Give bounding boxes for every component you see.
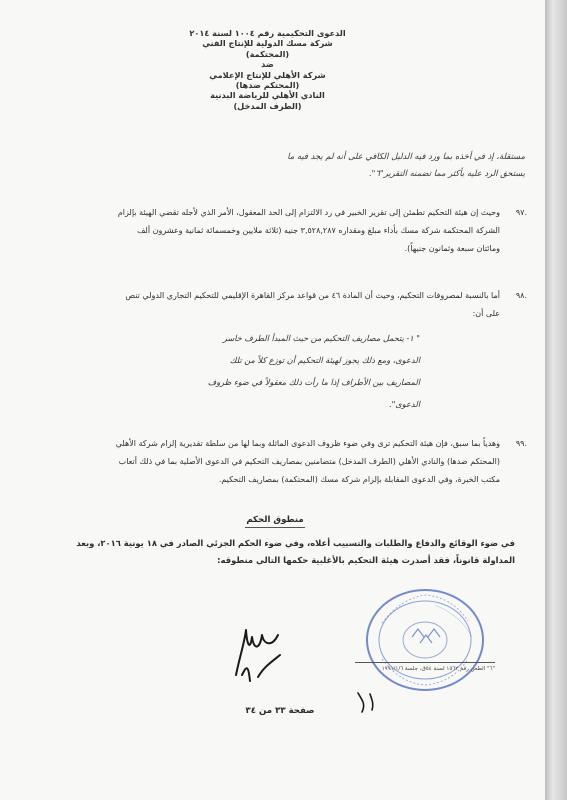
- ruling-line: في ضوء الوقائع والدفاع والطلبات والتسبيب أعلاه، وفي ضوء الحكم الجزئي الصادر في ١٨ يونية ٢٠١٦، وبعد: [76, 538, 515, 548]
- quote-line: يستحق الرد عليه بأكثر مما تضمنه التقرير"٦".: [368, 168, 525, 178]
- section-title-ruling: [235, 515, 315, 525]
- ruling-intro: [75, 535, 515, 569]
- signature-icon: [228, 615, 288, 685]
- footnote: "٦" الطعن رقم ١٥٦٢ لسنة ٥٤ق، جلسة ١٩٩١/١/٦: [381, 666, 495, 672]
- footnote-separator: [355, 662, 495, 663]
- paragraph-line: وحيث إن هيئة التحكيم تطمئن إلى تقرير الخبير في رد الالتزام إلى الحد المعقول، الأمر الذي لأجله تقضي الهيئة بإلزام: [117, 208, 500, 217]
- paragraph-line: وهدياً بما سبق، فإن هيئة التحكيم ترى وفي ضوء ظروف الدعوى الماثلة وبما لها من سلطة تقديرية إلزام شركة الأهلي: [115, 439, 500, 448]
- paragraph-98: [55, 287, 527, 323]
- paragraph-number: .٩٧: [515, 208, 527, 217]
- page-edge-shadow: [545, 0, 567, 800]
- quote-line: المصاريف بين الأطراف إذا ما رأت ذلك معقولاً في ضوء ظروف: [207, 377, 420, 387]
- handwritten-mark-icon: [352, 690, 382, 715]
- paragraph-line: الشركة المحتكمة شركة مسك بأداء مبلغ ومقداره ٣,٥٢٨,٢٨٧ جنيه (ثلاثة ملايين وخمسمائة ثمانية وعشرون ألف: [137, 226, 500, 235]
- paragraph-line: أما بالنسبة لمصروفات التحكيم، وحيث أن المادة ٤٦ من قواعد مركز القاهرة الإقليمي للتحكيم التجاري الدولي تنص: [125, 291, 500, 300]
- paragraph-number: .٩٩: [515, 439, 527, 448]
- header-line: النادي الأهلي للرياضة البدنية: [210, 90, 325, 101]
- header-line: شركة مسك الدولية للإنتاج الفني: [202, 38, 333, 49]
- quote-line: " ١- يتحمل مصاريف التحكيم من حيث المبدأ الطرف خاسر: [222, 333, 420, 343]
- quote-line: الدعوى، ومع ذلك يجوز لهيئة التحكيم أن توزع كلاً من تلك: [229, 355, 420, 365]
- paragraph-line: (المحتكم ضدها) والنادي الأهلي (الطرف المدخل) متضامنين بمصاريف التحكيم في الدعوى الأصلية بما في ذلك أتعاب: [118, 457, 500, 466]
- section-title-text: منطوق الحكم: [246, 515, 304, 525]
- header-line: (المحتكم ضدها): [235, 80, 300, 91]
- header-line: (المحتكمة): [245, 48, 290, 59]
- header-line: ضد: [261, 59, 274, 70]
- header-line: شركة الأهلي للإنتاج الإعلامي: [209, 69, 326, 80]
- paragraph-97: [55, 204, 527, 258]
- header-line: (الطرف المدخل): [233, 100, 302, 111]
- paragraph-99: [55, 435, 527, 489]
- paragraph-line: ومائتان سبعة وثمانون جنيهاً).: [404, 244, 500, 253]
- quote-line: مستقلة، إذ في أخذه بما ورد فيه الدليل الكافي على أنه لم يجد فيه ما: [287, 151, 525, 161]
- section-title-underline: [245, 527, 305, 528]
- quote-line: الدعوى".: [389, 399, 420, 409]
- ruling-line: المداولة قانوناً، فقد أصدرت هيئة التحكيم بالأغلبية حكمها التالي منطوقه:: [217, 555, 515, 565]
- paragraph-line: مكتب الخبرة، وفي الدعوى المقابلة بإلزام شركة مسك (المحتكمة) بمصاريف التحكيم.: [218, 475, 500, 484]
- case-header: [175, 28, 360, 111]
- paragraph-line: على أن:: [472, 309, 500, 318]
- official-stamp-icon: [360, 585, 490, 695]
- header-line: الدعوى التحكيمية رقم ١٠٠٤ لسنة ٢٠١٤: [189, 28, 346, 38]
- quoted-excerpt-top: [170, 148, 525, 182]
- quoted-rule-article-46: [120, 327, 420, 415]
- paragraph-number: .٩٨: [515, 291, 527, 300]
- page-number: صفحة ٣٣ من ٣٤: [245, 706, 315, 716]
